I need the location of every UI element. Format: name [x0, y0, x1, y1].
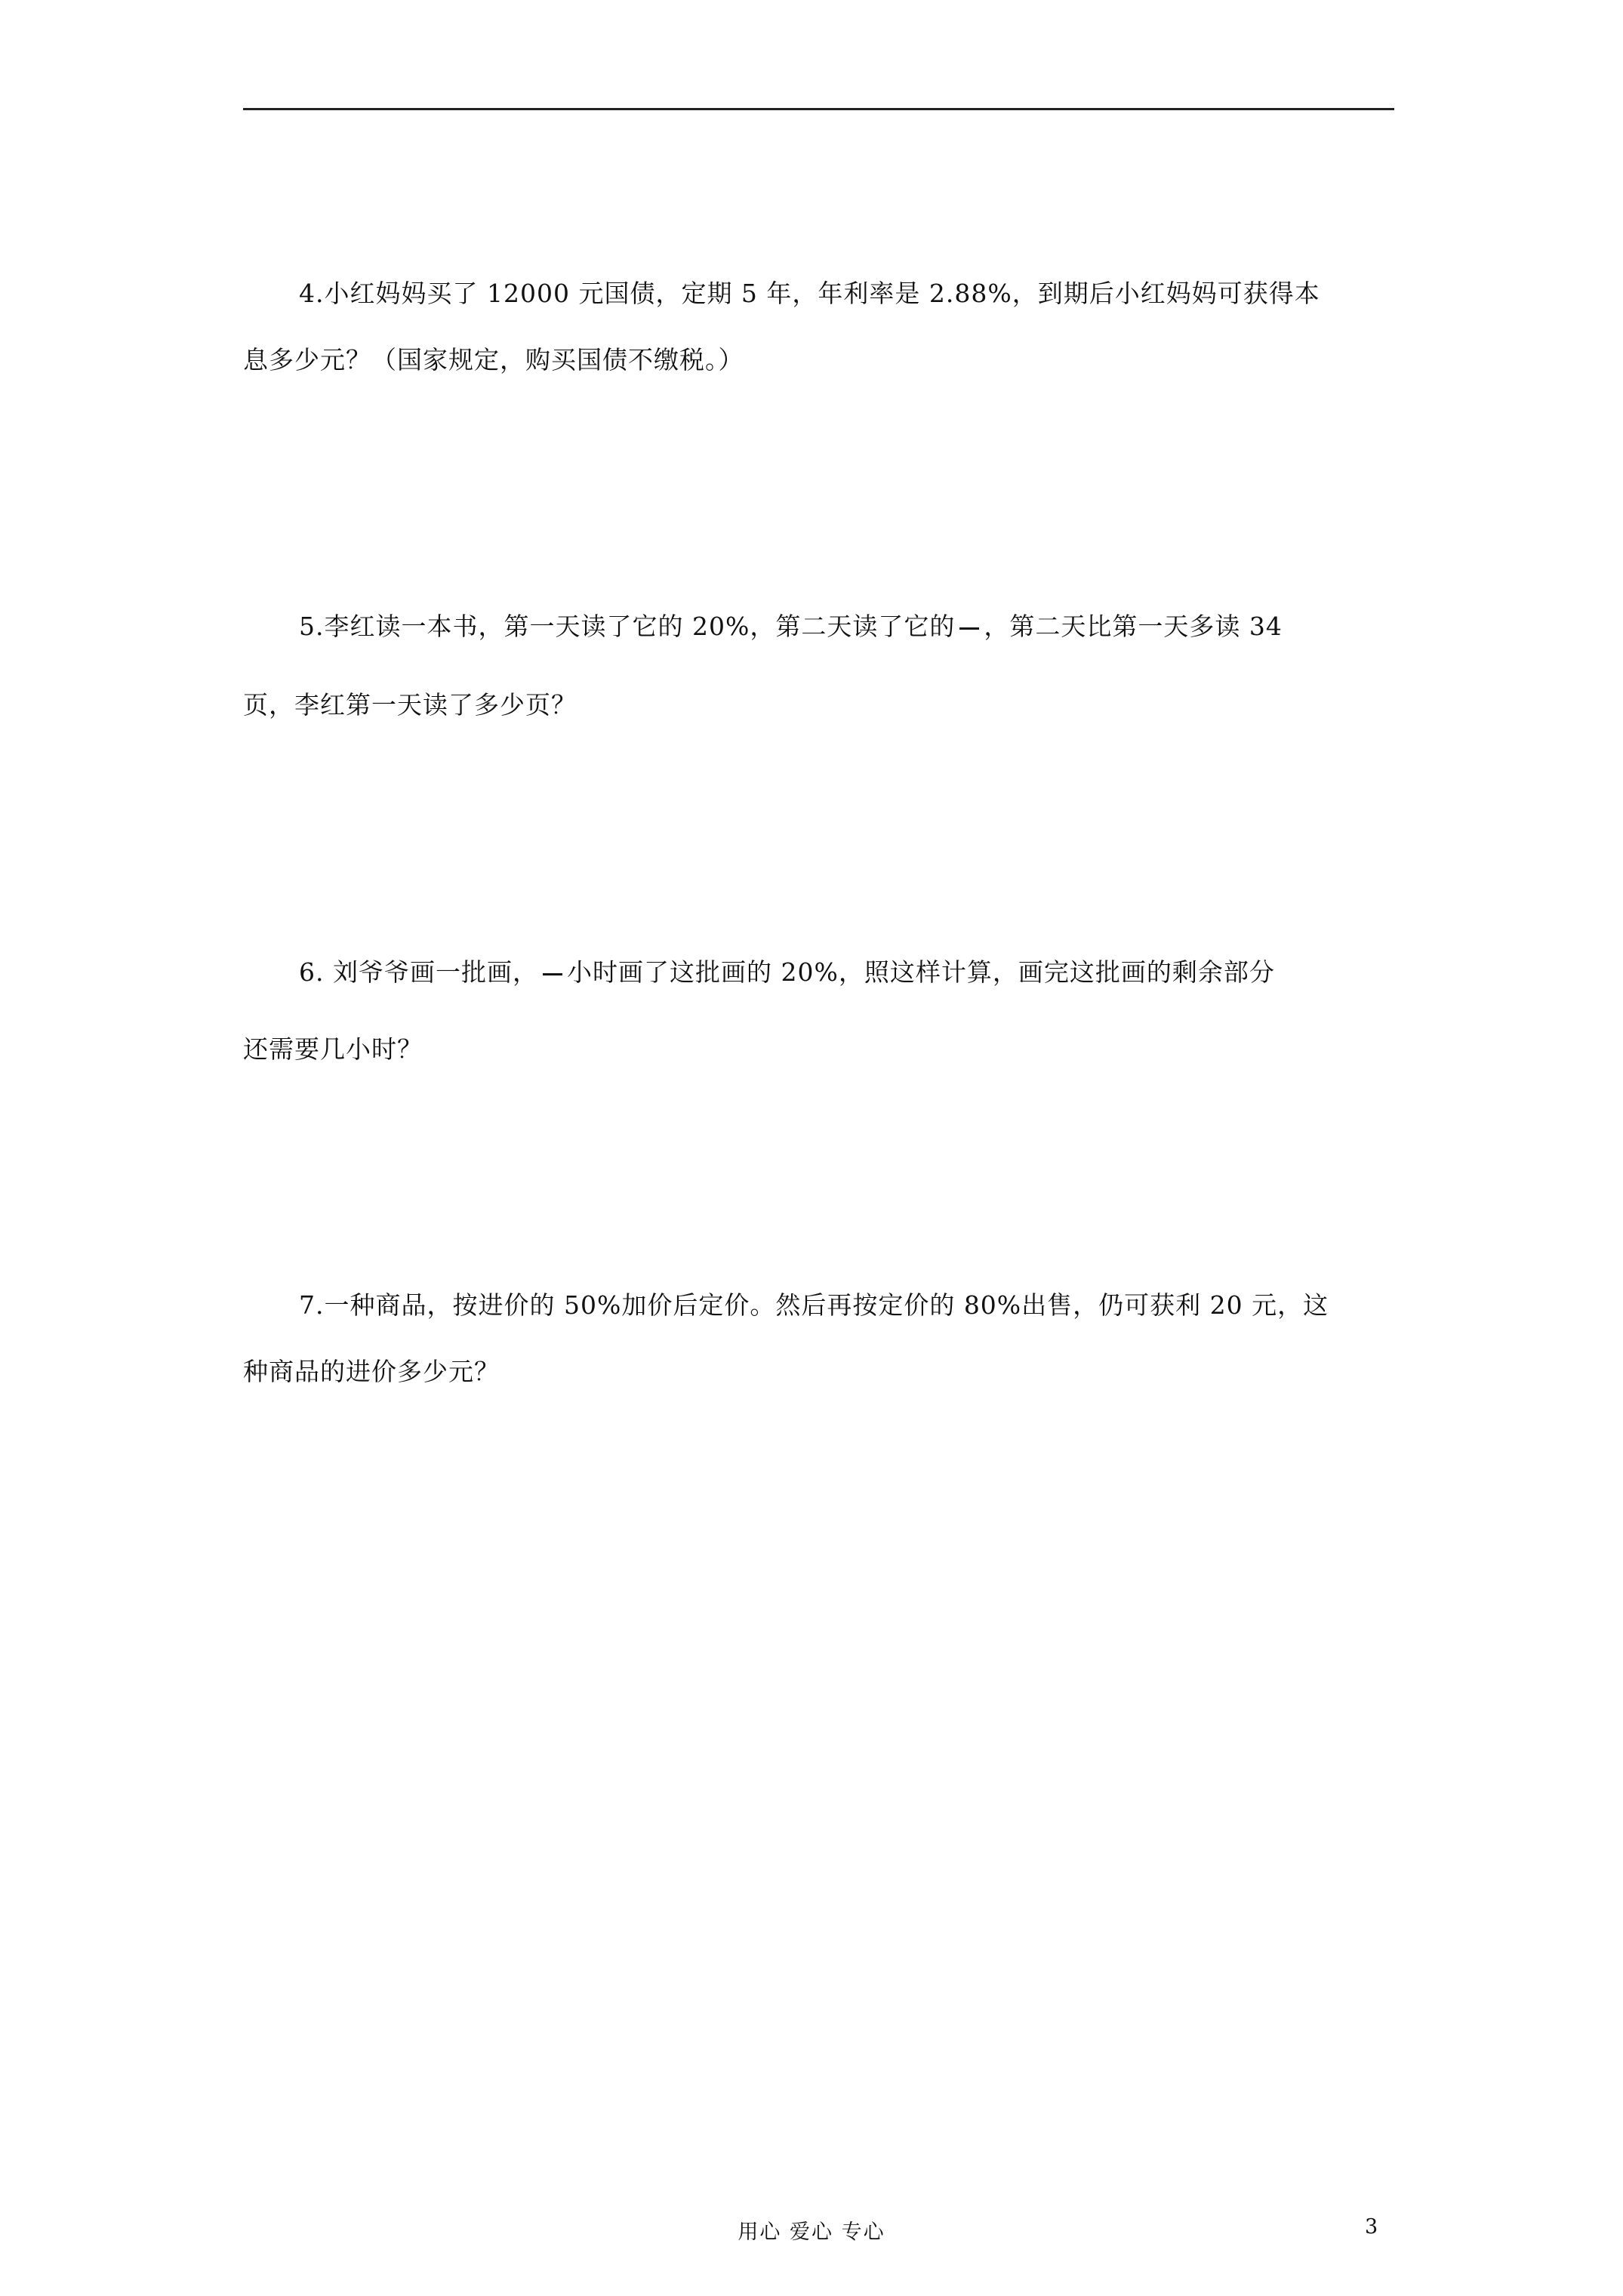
problem-4	[243, 276, 1394, 378]
problem-4-line-1: 4.小红妈妈买了 12000 元国债，定期 5 年，年利率是 2.88%，到期后小红妈妈可获得本	[299, 279, 1320, 308]
problem-4-line-2: 息多少元？（国家规定，购买国债不缴税。）	[243, 345, 744, 374]
problem-7-line-1: 7.一种商品，按进价的 50%加价后定价。然后再按定价的 80%出售，仍可获利 20 元，这	[299, 1290, 1329, 1320]
problem-7	[243, 1288, 1394, 1389]
page-number: 3	[1365, 2215, 1378, 2239]
problem-6-line-2: 还需要几小时？	[243, 1034, 423, 1064]
problem-5-line-1	[243, 609, 1394, 644]
fraction-placeholder	[543, 973, 562, 975]
problem-5-text-b: ，第二天比第一天多读 34	[984, 612, 1283, 641]
footer-motto: 用心 爱心 专心	[738, 2220, 885, 2244]
problem-6-text-b: 小时画了这批画的 20%，照这样计算，画完这批画的剩余部分	[566, 957, 1275, 987]
problem-5	[243, 609, 1394, 723]
problem-6-text-a: 6. 刘爷爷画一批画，	[299, 957, 538, 987]
fraction-placeholder	[959, 627, 979, 630]
header-rule	[243, 108, 1394, 110]
problem-7-line-2: 种商品的进价多少元？	[243, 1357, 500, 1386]
problem-5-line-2: 页，李红第一天读了多少页？	[243, 690, 577, 720]
problem-5-text-a: 5.李红读一本书，第一天读了它的 20%，第二天读了它的	[299, 612, 956, 641]
problem-6-line-1	[243, 955, 1394, 990]
problem-6	[243, 955, 1394, 1067]
